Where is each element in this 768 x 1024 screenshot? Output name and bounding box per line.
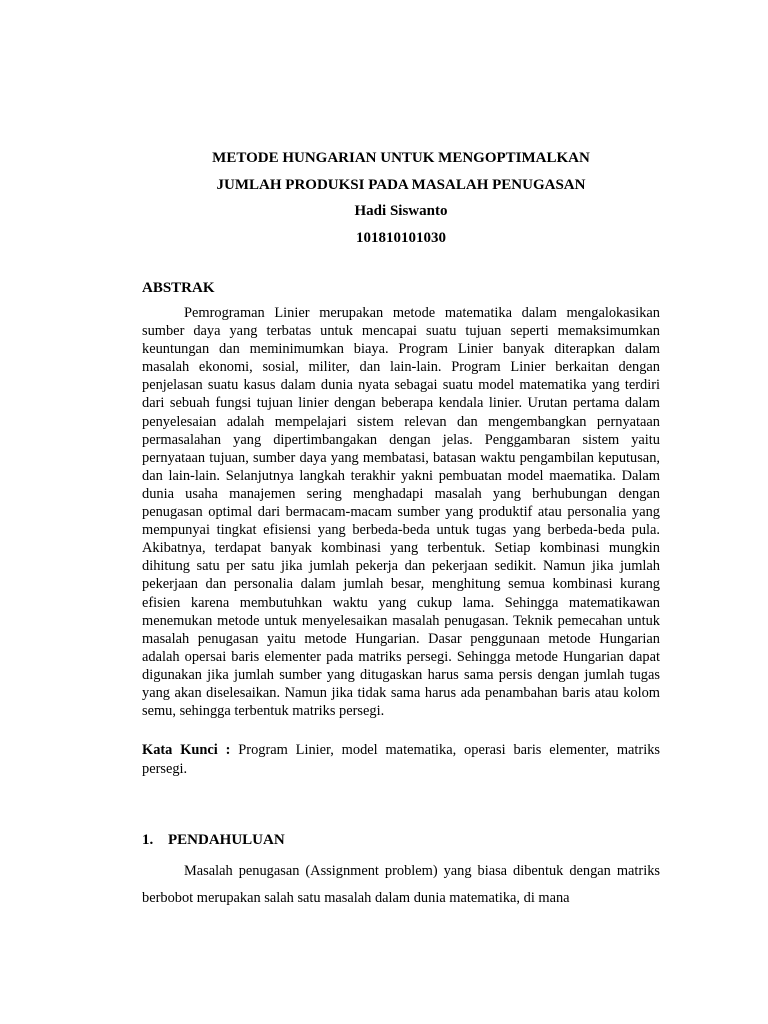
- keywords-label: Kata Kunci :: [142, 742, 231, 758]
- student-id: 101810101030: [356, 229, 446, 246]
- section-heading: [142, 832, 285, 849]
- abstract-body: Pemrograman Linier merupakan metode matematika dalam mengalokasikan sumber daya yang terbatas untuk mencapai suatu tujuan seperti memaksimumkan keuntungan dan meminimumkan biaya. Program Linier banyak diterapkan dalam masalah ekonomi, sosial, militer, dan lain-lain. Program Linier berkaitan dengan penjelasan suatu kasus dalam dunia nyata sebagai suatu model matematika yang terdiri dari sebuah fungsi tujuan linier dengan beberapa kendala linier. Urutan pertama dalam penyelesaian adalah mempelajari sistem relevan dan mengembangkan pernyataan permasalahan yang dipertimbangakan dengan jelas. Penggambaran sistem yaitu pernyataan tujuan, sumber daya yang membatasi, batasan waktu pengambilan keputusan, dan lain-lain. Selanjutnya langkah terakhir yakni pembuatan model maematika. Dalam dunia usaha manajemen sering menghadapi masalah yang berhubungan dengan penugasan optimal dari bermacam-macam sumber yang produktif atau personalia yang mempunyai tingkat efisiensi yang berbeda-beda untuk tugas yang berbeda-beda pula. Akibatnya, terdapat banyak kombinasi yang terbentuk. Setiap kombinasi mungkin dihitung satu per satu jika jumlah pekerja dan pekerjaan sedikit. Namun jika jumlah pekerjaan dan personalia dalam jumlah besar, menghitung semua kombinasi kurang efisien karena membutuhkan waktu yang cukup lama. Sehingga matematikawan menemukan metode untuk menyelesaikan masalah penugasan. Teknik pemecahan untuk masalah penugasan yaitu metode Hungarian. Dasar penggunaan metode Hungarian adalah opersai baris elementer pada matriks persegi. Sehingga metode Hungarian dapat digunakan jika jumlah sumber yang ditugaskan harus sama persis dengan jumlah tugas yang akan diselesaikan. Namun jika tidak sama harus ada penambahan baris atau kolom semu, sehingga terbentuk matriks persegi.: [142, 305, 660, 720]
- title-block: [142, 145, 660, 251]
- abstract-heading: ABSTRAK: [142, 280, 215, 296]
- paper-title-line-2: JUMLAH PRODUKSI PADA MASALAH PENUGASAN: [216, 176, 586, 193]
- paper-title-line-1: METODE HUNGARIAN UNTUK MENGOPTIMALKAN: [212, 150, 590, 166]
- keywords: [142, 741, 660, 779]
- section-body: Masalah penugasan (Assignment problem) yang biasa dibentuk dengan matriks berbobot merupakan salah satu masalah dalam dunia matematika, di mana: [142, 863, 660, 906]
- author-name: Hadi Siswanto: [354, 203, 448, 219]
- keywords-text: Program Linier, model matematika, operasi baris elementer, matriks persegi.: [142, 742, 660, 777]
- section-number: 1.: [142, 832, 154, 848]
- section-title: PENDAHULUAN: [168, 832, 285, 848]
